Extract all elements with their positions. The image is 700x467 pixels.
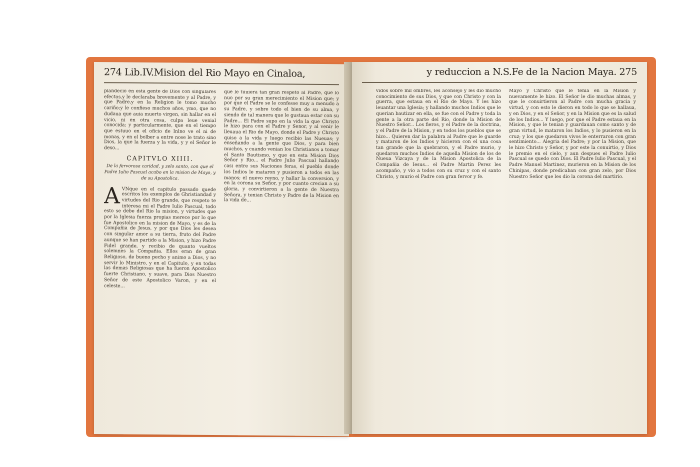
left-col1-top-text: plandecio en esta gente de Dios con singulares efectos,y le declaraba brevemente y al Padre, y que Padre,y en la Religion le tomo mucho cariño;y le confieso muchos años, ymo, que no dudaua que auia muerto virgen, sin hallar en el vicio, ni en otra cosa, culpa leue venial conocida; y particularmente, que en el tiempo que estuuo en el oficio de Inlno ve el ni de monas, y en el bolber a entre nose le trato sino Dios, la que la fuerza y la vida, y y el Señor le dexo... (104, 89, 216, 152)
left-col1-body (104, 183, 216, 291)
left-page (94, 62, 349, 436)
right-page-header: y reduccion a N.S.Fe de la Nacion Maya. 275 (426, 67, 637, 78)
left-column-1 (104, 89, 216, 430)
left-column-2 (224, 90, 339, 431)
drop-cap-letter: A (104, 183, 120, 209)
left-col2-text: que le tuuiera tan gran respeto al Padre, que lo nuo por su gran merecimiento el Mision que; y por que el Padre se le confesse muy a menudo a su Padre, y sobre todo el bien de su alma, y siendo de tal manera que le gustaua estar con su Padre... El Padre supo en la vida la que Christo le hizo para con el Padre y Senor, y al venir le lleuaua el Rio de Mayo, donde el Padre y Christo quiso a la vida y luego recibio las Nueuas; y enseñando a la gente que Dios, y para bien muchos, y cuando venian los Christianos a tomar el Santo Bautismo, y que en esta Mision Dios Señor y Rio... el Padre Julio Pascual hallando casi entre sus Naciones feras, el pueblo donde los Indios le mataron y pusieron a todos en las manos; el nuevo reyno, y hallar la conversion, y en la corona su Señor, y por cuanto crecian a su gloria, y convirtieron a la gente de Nuestra Señora, y tenian Christo y Padre de la Mision en la vida de... (224, 90, 339, 204)
left-col1-body-text: VNque en el capitulo passado quede escritos los exemplos de Ghristiandad y virtudes del Rio grande, que respeto te interesa mi el Padre Iulio Pascual, todo esto se debe del Rio la mision, y virtudes que por la Iglesia fuerza propias merece por lo que fue Apostolico en la mision de Mayo, y es de la Compañia de Jesus, y por que Dios les desea con singular amor a su tierra, fruto del Padre aunque se han partido a la Mision, y hizo Padre Fidel grande, y recibio de quanto vueltos solemnes la Compañia. Ellos eran de gran Religioso, de bueno pecho y animo a Dios, y no servir lo Ministro, y en el Capitulo, y en todas las demas Religiosas que ha fueron Apostolico fuerte Christiano, y suave, para Dios Nuestro Señor de este Apostolico Varon, y en el celeste... (104, 186, 216, 289)
right-header-rule (362, 82, 637, 83)
right-page (352, 62, 647, 434)
left-header-rule (104, 82, 339, 85)
right-column-1 (376, 89, 501, 429)
right-column-2 (509, 89, 636, 429)
left-page-header: 274 Lib.IV.Mision del Rio Mayo en Cinaloa, (104, 67, 306, 80)
chapter-subtitle: De la fervorosa caridad, y zelo santo, con que el Padre Iulio Pascual acabo en la mision de Mayo, y de su Apostolica. (104, 164, 216, 182)
right-col2-text: Mayo y Christo que le tenia en la Mision y nuevamente le hizo. El Señor le dio muchas almas, y que le conuirtieron al Padre con mucha gracia y virtud, y con esto le dieron en todo lo que se hallaua, y en Dios, y en el Señor, y en la Mision que es la salud de los Indios... Y luego, por que el Padre estaua en la Mision, y que le tenian y guardauan como santo y de gran virtud, le mataron los Indios, y lo pusieron en la cruz; y los que quedaron vivos le enterraron con gran sentimiento... Alegria del Padre; y por la Mision, que le hizo Christo y Señor, y por este la conuirtio, y Dios le premio en el cielo, y aun despues el Padre Iulio Pascual se quedo con Dios. El Padre Iulio Pascual, y el Padre Manuel Martinez, murieron en la Mision de los Chinipas, donde predicaban con gran zelo, por Dios Nuestro Señor que les dio la corona del martirio. (509, 89, 636, 180)
right-col1-text: vidos sobre mil ombres, les aconsejo y les dio mucho conocimiento de sus Dios, y que con Christo y con la guerra, que estaua en el Rio de Mayo. Y les hizo leuantar una Iglesia; y hallando muchos Indios que le querian bautizar en ella, se fue con el Padre y toda la gente a la otra parte del Rio, donde la Mision de Nuestro Señor... Los fieros, y el Padre de la doctrina, y el Padre de la Mision, y en todos los pueblos que se hizo... Quieren dar la palabra al Padre que le guarde y mataron de los Indios y hicieron con el una cosa tan grande que la quebraron, y el Padre murio, y quedaron muchos Indios de aquella Mision de los de Nueua Vizcaya y de la Mision Apostolica de la Compañia de Iesus... el Padre Martin Perez les acompaño, y vio a todos con su cruz y con el santo Christo, y murio el Padre con gran fervor y fe. (376, 89, 501, 180)
chapter-title: CAPITVLO XIIII. (126, 155, 194, 163)
